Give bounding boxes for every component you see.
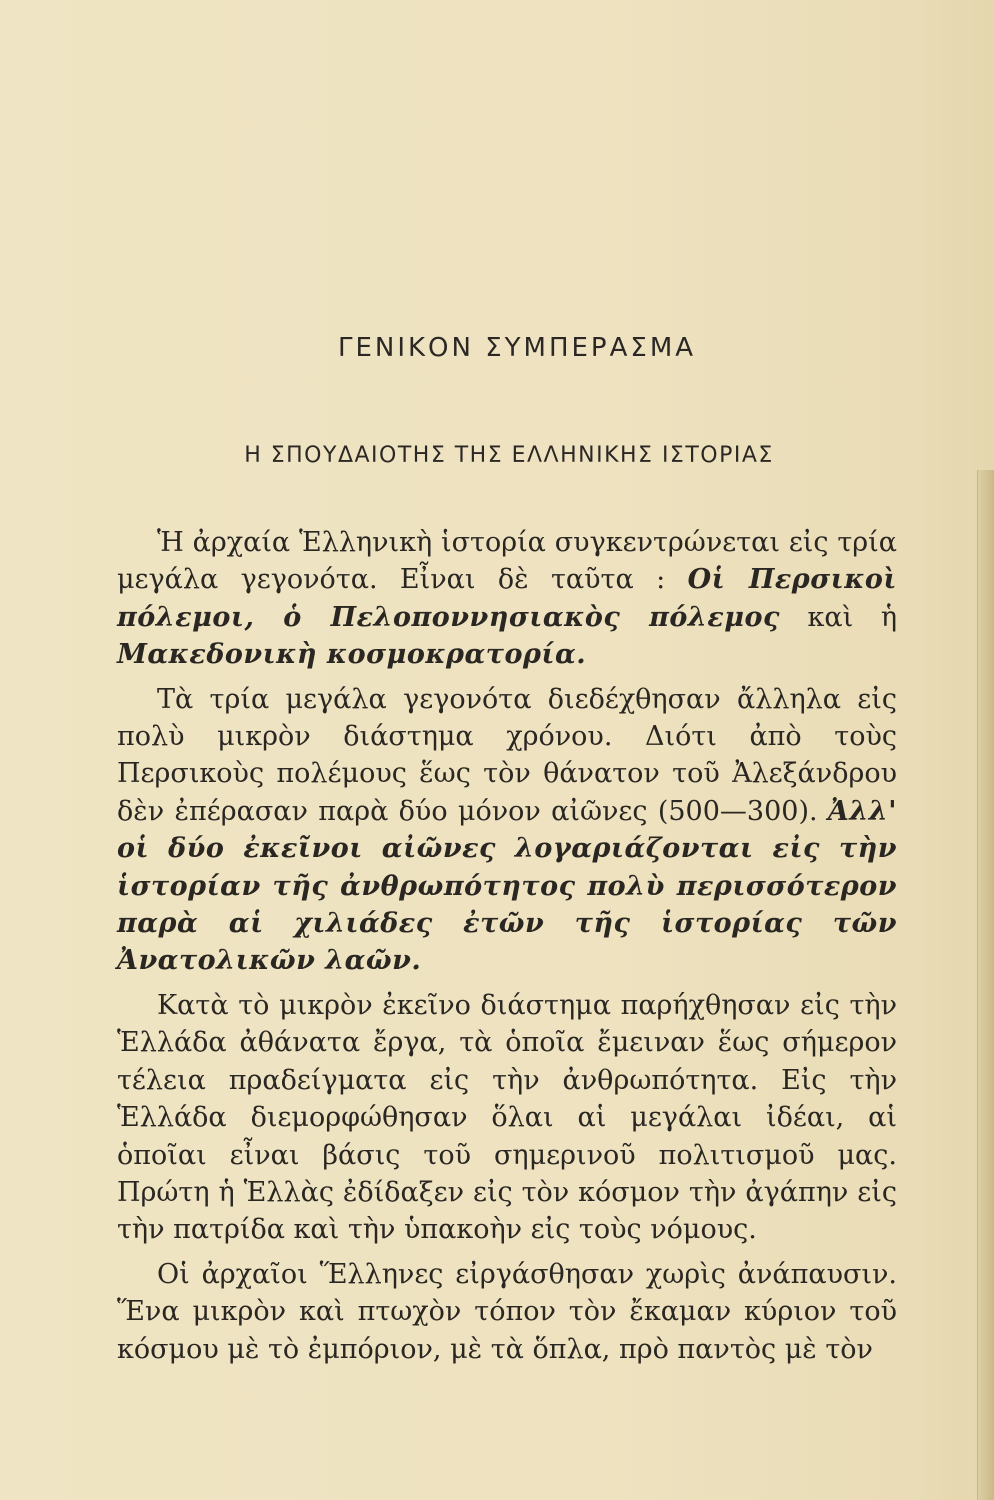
page-subtitle: Η ΣΠΟΥΔΑΙΟΤΗΣ ΤΗΣ ΕΛΛΗΝΙΚΗΣ ΙΣΤΟΡΙΑΣ [244,443,774,468]
page-title: ΓΕΝΙΚΟΝ ΣΥΜΠΕΡΑΣΜΑ [337,333,697,363]
emphasized-text: Οἱ Περσικοὶ πόλεμοι, ὁ Πελοποννησιακὸς πόλεμος [117,564,897,633]
text-segment: Κατὰ τὸ μικρὸν ἐκεῖνο διάστημα παρήχθησαν εἰς τὴν Ἑλλάδα ἀθάνατα ἔργα, τὰ ὁποῖα ἔμειναν ἕως σήμερον τέλεια πραδείγματα εἰς τὴν ἀνθρωπότητα. Εἰς τὴν Ἑλλάδα διεμορφώθησαν ὅλαι αἱ μεγάλαι ἰδέαι, αἱ ὁποῖαι εἶναι βάσις τοῦ σημερινοῦ πολιτισμοῦ μας. Πρώτη ἡ Ἑλλὰς ἐδίδαξεν εἰς τὸν κόσμον τὴν ἀγάπην εἰς τὴν πατρίδα καὶ τὴν ὑπακοὴν εἰς τοὺς νόμους. [117,989,897,1246]
paragraph [117,987,897,1249]
paragraph [117,1256,897,1368]
text-segment: Τὰ τρία μεγάλα γεγονότα διεδέχθησαν ἄλληλα εἰς πολὺ μικρὸν διάστημα χρόνου. Διότι ἀπὸ τοὺς Περσικοὺς πολέμους ἕως τὸν θάνατον τοῦ Ἀλεξάνδρου δὲν ἐπέρασαν παρὰ δύο μόνον αἰῶνες (500—300). [117,683,897,827]
paragraph [117,681,897,980]
text-segment: καὶ ἡ [780,601,897,633]
paragraph [117,524,897,674]
emphasized-text: Ἀλλ' οἱ δύο ἐκεῖνοι αἰῶνες λογαριάζονται εἰς τὴν ἱστορίαν τῆς ἀνθρωπότητος πολὺ περισσότερον παρὰ αἱ χιλιάδες ἐτῶν τῆς ἱστορίας τῶν Ἀνατολικῶν λαῶν. [117,795,897,977]
body-text [117,524,897,1375]
text-segment: Οἱ ἀρχαῖοι Ἕλληνες εἰργάσθησαν χωρὶς ἀνάπαυσιν. Ἕνα μικρὸν καὶ πτωχὸν τόπον τὸν ἔκαμαν κύριον τοῦ κόσμου μὲ τὸ ἐμπόριον, μὲ τὰ ὅπλα, πρὸ παντὸς μὲ τὸν [117,1258,897,1365]
page-edge [977,470,994,1500]
emphasized-text: Μακεδονικὴ κοσμοκρατορία. [117,639,587,671]
text-segment: Ἡ ἀρχαία Ἑλληνικὴ ἱστορία συγκεντρώνεται εἰς τρία μεγάλα γεγονότα. Εἶναι δὲ ταῦτα : [117,527,897,596]
